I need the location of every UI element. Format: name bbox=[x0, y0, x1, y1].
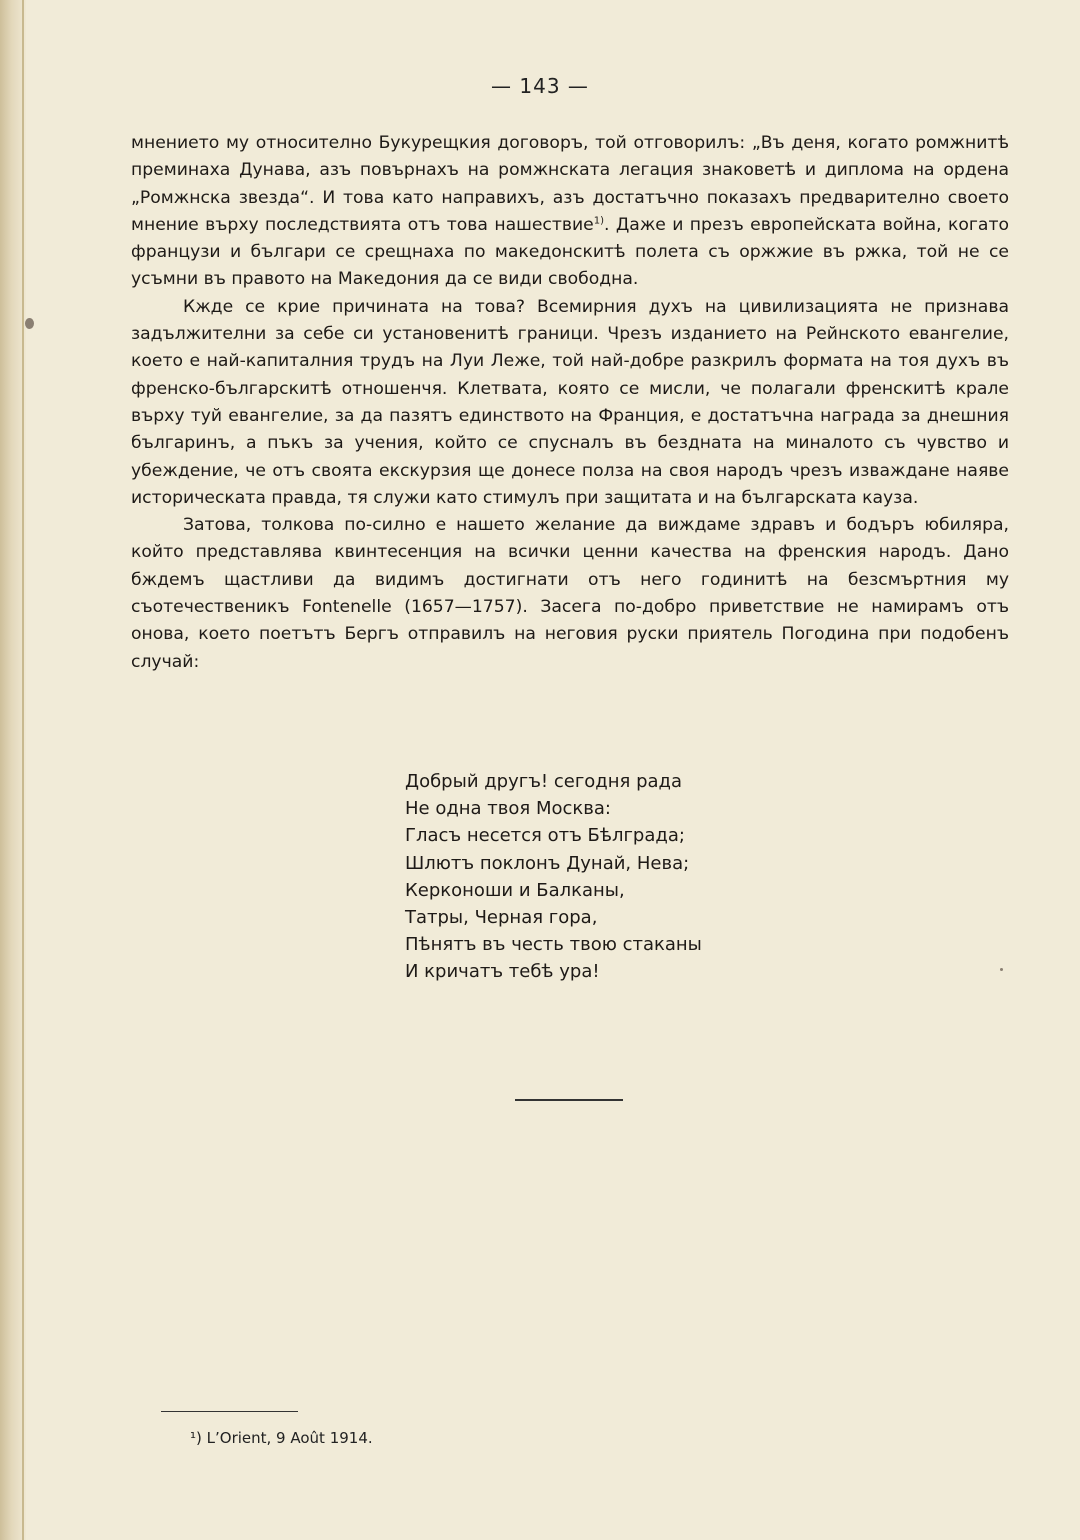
poem-line: Пѣнятъ въ честь твою стаканы bbox=[405, 934, 702, 956]
poem-line: И кричатъ тебѣ ура! bbox=[405, 961, 600, 983]
poem-line: Татры, Черная гора, bbox=[405, 907, 598, 929]
paper-speck bbox=[1000, 968, 1003, 971]
poem-line: Керконоши и Балканы, bbox=[405, 879, 625, 901]
body-text bbox=[131, 130, 1009, 676]
paragraph-1-text-after: . Даже и презъ европейската война, когато французи и българи се срещнаха по македонскитѣ полета съ оржжие въ ржка, той не се усъмни въ правото на Македония да се види свободна. bbox=[131, 214, 1009, 290]
paragraph-3: Затова, толкова по-силно е нашето желание да виждаме здравъ и бодъръ юбиляра, който представлява квинтесенция на всички ценни качества на френския народъ. Дано бждемъ щастливи да видимъ достигнати отъ него годинитѣ на безсмъртния му съотечественикъ Fontenelle (1657—1757). Засега по-добро приветствие не намирамъ отъ онова, което поетътъ Бергъ отправилъ на неговия руски приятель Погодина при подобенъ случай: bbox=[131, 515, 1009, 672]
poem-line: Добрый другъ! сегодня рада bbox=[405, 771, 683, 792]
paragraph-1-text: мнението му относително Букурещкия договоръ, той отговорилъ: „Въ деня, когато ромжнитѣ преминаха Дунава, азъ повърнахъ на ромжнската легация знаковетѣ и диплома на ордена „Ромжнска звезда“. И това като направихъ, азъ достатъчно показахъ предварително своето мнение върху последствията отъ това нашествие bbox=[131, 133, 1009, 235]
poem-line: Шлютъ поклонъ Дунай, Нева; bbox=[405, 852, 690, 874]
poem-line: Не одна твоя Москва: bbox=[405, 798, 611, 820]
paragraph-1 bbox=[131, 130, 1009, 294]
footnote: ¹) L’Orient, 9 Août 1914. bbox=[190, 1429, 373, 1447]
footnote-rule bbox=[161, 1411, 298, 1412]
paragraph-2: Кжде се крие причината на това? Всемирния духъ на цивилизацията не признава задължителни за себе си установенитѣ граници. Чрезъ изданието на Рейнското евангелие, което е най-капиталния трудъ на Луи Леже, той най-добре разкрилъ формата на тоя духъ въ френско-българскитѣ отношенчя. Клетвата, която се мисли, че полагали френскитѣ крале върху туй евангелие, за да пазятъ единството на Франция, е достатъчна награда за днешния българинъ, а пъкъ за учения, който се спусналъ въ бездната на миналото съ чувство и убеждение, че отъ своята екскурзия ще донесе полза на своя народъ чрезъ изваждане наяве историческата правда, тя служи като стимулъ при защитата и на българската кауза. bbox=[131, 296, 1009, 508]
footnote-reference: 1) bbox=[593, 215, 605, 227]
section-end-rule bbox=[515, 1099, 623, 1101]
poem-line: Гласъ несется отъ Бѣлграда; bbox=[405, 825, 685, 847]
paper-speck bbox=[25, 318, 34, 329]
page-binding-line bbox=[22, 0, 24, 1540]
poem-stanza bbox=[405, 768, 702, 986]
page-number: — 143 — bbox=[491, 74, 589, 98]
